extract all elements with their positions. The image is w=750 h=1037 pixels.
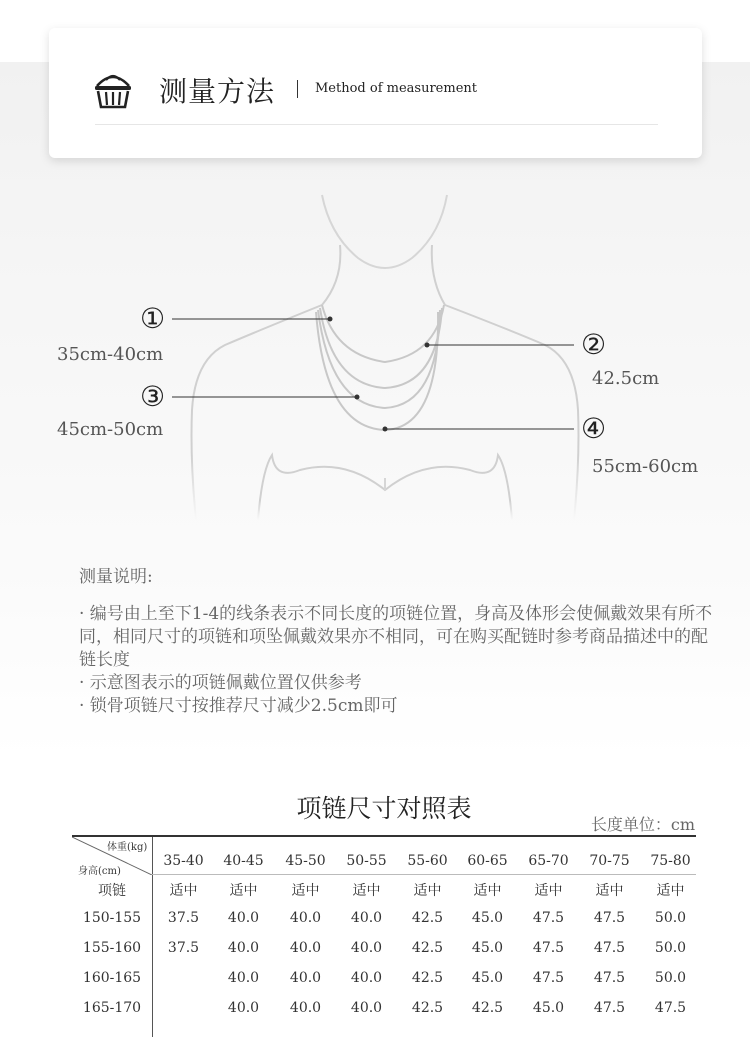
weight-header-cell: 75-80 <box>650 853 691 869</box>
weight-header-cell: 70-75 <box>589 853 630 869</box>
height-cell: 165-170 <box>82 1000 142 1016</box>
length-unit: 长度单位：cm <box>590 815 695 834</box>
weight-header-cell: 45-50 <box>285 853 326 869</box>
size-value-cell: 45.0 <box>471 910 504 926</box>
notes-heading: 测量说明: <box>79 567 153 587</box>
fit-cell: 适中 <box>595 883 624 899</box>
size-value-cell: 50.0 <box>654 910 687 926</box>
size-value-cell: 47.5 <box>654 1000 687 1016</box>
notes-line: · 锁骨项链尺寸按推荐尺寸减少2.5cm即可 <box>79 696 398 716</box>
size-value-cell: 47.5 <box>593 1000 626 1016</box>
marker-1: ① <box>140 302 166 335</box>
marker-3-range: 45cm-50cm <box>57 419 164 440</box>
header-rule <box>95 124 658 125</box>
measurement-notes <box>79 566 719 718</box>
size-value-cell: 47.5 <box>532 910 565 926</box>
fit-cell: 适中 <box>656 883 685 899</box>
size-value-cell: 42.5 <box>411 940 444 956</box>
fit-cell: 适中 <box>534 883 563 899</box>
fit-cell: 适中 <box>413 883 442 899</box>
size-value-cell: 45.0 <box>471 940 504 956</box>
fit-cell: 适中 <box>352 883 381 899</box>
notes-line: · 示意图表示的项链佩戴位置仅供参考 <box>79 673 362 693</box>
fit-cell: 适中 <box>473 883 502 899</box>
size-value-cell: 45.0 <box>471 970 504 986</box>
marker-4: ④ <box>581 412 607 445</box>
weight-header-cell: 50-55 <box>346 853 387 869</box>
size-value-cell: 47.5 <box>532 940 565 956</box>
size-value-cell: 40.0 <box>227 940 260 956</box>
weight-header-cell: 55-60 <box>407 853 448 869</box>
marker-2: ② <box>581 328 607 361</box>
weight-header-cell: 35-40 <box>163 853 204 869</box>
measure-basket-icon <box>93 70 133 110</box>
size-value-cell: 40.0 <box>350 910 383 926</box>
size-value-cell: 47.5 <box>532 970 565 986</box>
size-value-cell: 40.0 <box>289 910 322 926</box>
size-value-cell: 47.5 <box>593 940 626 956</box>
height-cell: 150-155 <box>82 910 142 926</box>
page-title: 测量方法 <box>159 75 276 108</box>
table-top-rule <box>72 835 696 837</box>
necklace-figure <box>0 170 750 550</box>
marker-2-range: 42.5cm <box>592 368 660 389</box>
size-value-cell: 42.5 <box>411 970 444 986</box>
size-value-cell: 42.5 <box>411 910 444 926</box>
size-value-cell: 40.0 <box>350 970 383 986</box>
weight-header-cell: 40-45 <box>223 853 264 869</box>
size-value-cell: 47.5 <box>593 910 626 926</box>
row-label-cell: 项链 <box>98 883 126 899</box>
weight-header-cell: 60-65 <box>467 853 508 869</box>
marker-3: ③ <box>140 380 166 413</box>
height-corner-label: 身高(cm) <box>78 866 121 877</box>
height-cell: 155-160 <box>82 940 142 956</box>
title-divider <box>297 80 298 98</box>
height-cell: 160-165 <box>82 970 142 986</box>
page-subtitle: Method of measurement <box>315 81 477 96</box>
size-value-cell: 37.5 <box>167 910 200 926</box>
size-table-title: 项链尺寸对照表 <box>296 794 472 823</box>
size-value-cell: 37.5 <box>167 940 200 956</box>
size-value-cell: 42.5 <box>471 1000 504 1016</box>
size-value-cell: 47.5 <box>593 970 626 986</box>
fit-cell: 适中 <box>229 883 258 899</box>
size-value-cell: 40.0 <box>350 1000 383 1016</box>
size-value-cell: 40.0 <box>227 1000 260 1016</box>
size-value-cell: 40.0 <box>350 940 383 956</box>
fit-cell: 适中 <box>291 883 320 899</box>
size-value-cell: 40.0 <box>289 1000 322 1016</box>
marker-4-range: 55cm-60cm <box>592 456 699 477</box>
fit-cell: 适中 <box>169 883 198 899</box>
table-header-rule <box>152 874 696 875</box>
weight-corner-label: 体重(kg) <box>107 842 148 853</box>
size-value-cell: 45.0 <box>532 1000 565 1016</box>
size-value-cell: 50.0 <box>654 970 687 986</box>
size-value-cell: 40.0 <box>289 970 322 986</box>
size-value-cell: 50.0 <box>654 940 687 956</box>
size-value-cell: 40.0 <box>227 970 260 986</box>
notes-line: · 编号由上至下1-4的线条表示不同长度的项链位置，身高及体形会使佩戴效果有所不同，相同尺寸的项链和项坠佩戴效果亦不相同，可在购买配链时参考商品描述中的配链长度 <box>79 604 713 670</box>
size-value-cell: 40.0 <box>227 910 260 926</box>
marker-1-range: 35cm-40cm <box>57 344 164 365</box>
size-value-cell: 42.5 <box>411 1000 444 1016</box>
header-card <box>49 28 702 158</box>
weight-header-cell: 65-70 <box>528 853 569 869</box>
size-value-cell: 40.0 <box>289 940 322 956</box>
